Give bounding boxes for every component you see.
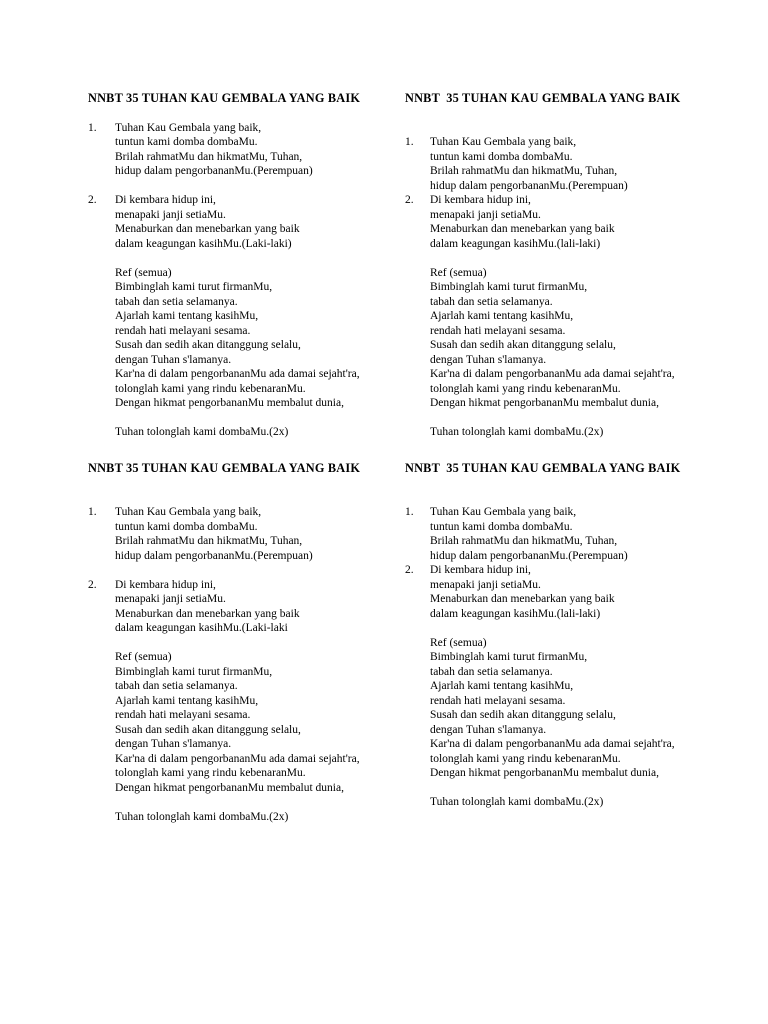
lyric-text: menapaki janji setiaMu. <box>430 578 541 591</box>
lyric-text: dengan Tuhan s'lamanya. <box>430 723 547 736</box>
verse-number <box>405 607 430 622</box>
lyric-line <box>88 135 360 150</box>
lyric-text: rendah hati melayani sesama. <box>115 709 251 721</box>
verse-number <box>405 491 430 506</box>
lyric-line <box>88 324 360 339</box>
lyric-text: Bimbinglah kami turut firmanMu, <box>430 651 588 663</box>
blank-line <box>405 476 680 491</box>
lyric-line <box>88 164 360 179</box>
lyric-text: dalam keagungan kasihMu.(Laki-laki <box>115 622 288 634</box>
lyric-block-bottom-left <box>88 461 360 824</box>
lyric-text: Ajarlah kami tentang kasihMu, <box>430 310 574 322</box>
verse-number <box>88 164 115 179</box>
verse-number <box>405 665 430 680</box>
lyric-text: Dengan hikmat pengorbananMu membalut dunia, <box>430 767 659 779</box>
verse-number <box>88 708 115 723</box>
verse-number: 1. <box>405 506 414 518</box>
lyric-line <box>405 636 680 651</box>
blank-line <box>405 491 680 506</box>
verse-number <box>88 324 115 339</box>
verse-number <box>88 295 115 310</box>
verse-number <box>405 621 430 636</box>
verse-number <box>88 810 115 825</box>
blank-line <box>405 251 680 266</box>
verse-number <box>405 520 430 535</box>
blank-line <box>405 621 680 636</box>
lyric-text: hidup dalam pengorbananMu.(Perempuan) <box>115 165 313 177</box>
verse-number <box>88 396 115 411</box>
verse-number <box>405 106 430 121</box>
lyric-line <box>88 534 360 549</box>
lyric-line <box>88 266 360 281</box>
blank-line <box>88 491 360 506</box>
lyric-text: Brilah rahmatMu dan hikmatMu, Tuhan, <box>115 150 303 163</box>
verse-number <box>405 737 430 752</box>
lyric-line <box>405 179 680 194</box>
verse-number <box>88 650 115 665</box>
lyric-text: hidup dalam pengorbananMu.(Perempuan) <box>115 549 313 562</box>
verse-number <box>88 621 115 636</box>
lyric-line <box>405 135 680 150</box>
lyric-text: tolonglah kami yang rindu kebenaranMu. <box>430 382 621 395</box>
lyric-text: dalam keagungan kasihMu.(lali-laki) <box>430 237 601 250</box>
lyric-line <box>405 563 680 578</box>
verse-number <box>88 353 115 368</box>
verse-number <box>405 338 430 353</box>
lyric-line <box>88 810 360 825</box>
lyric-text: Bimbinglah kami turut firmanMu, <box>430 281 588 293</box>
blank-line <box>405 121 680 136</box>
lyric-text: Ref (semua) <box>430 266 487 279</box>
verse-number <box>88 520 115 535</box>
verse-number <box>88 251 115 266</box>
verse-number <box>405 694 430 709</box>
lyric-line <box>88 752 360 767</box>
lyric-line <box>88 309 360 324</box>
lyric-line <box>88 193 360 208</box>
lyric-line <box>405 679 680 694</box>
lyric-line <box>405 164 680 179</box>
blank-line <box>88 636 360 651</box>
lyric-text: Dengan hikmat pengorbananMu membalut dunia, <box>115 397 344 409</box>
lyric-line <box>405 425 680 440</box>
verse-number <box>405 679 430 694</box>
lyric-text: Ajarlah kami tentang kasihMu, <box>115 694 259 707</box>
lyric-line <box>405 266 680 281</box>
lyric-text: Ajarlah kami tentang kasihMu, <box>430 680 574 692</box>
lyric-line <box>88 737 360 752</box>
lyric-text: Di kembara hidup ini, <box>115 578 216 591</box>
verse-number <box>88 781 115 796</box>
blank-line <box>88 251 360 266</box>
lyric-text: Susah dan sedih akan ditanggung selalu, <box>115 339 301 351</box>
lyric-line <box>88 353 360 368</box>
blank-line <box>88 411 360 426</box>
verse-number <box>88 752 115 767</box>
lyric-text: Kar'na di dalam pengorbananMu ada damai sejaht'ra, <box>430 738 675 750</box>
blank-line <box>88 179 360 194</box>
verse-number <box>405 476 430 491</box>
lyric-line <box>405 382 680 397</box>
lyric-line <box>405 694 680 709</box>
verse-number <box>405 396 430 411</box>
lyric-line <box>88 607 360 622</box>
lyric-text: Tuhan tolonglah kami dombaMu.(2x) <box>430 426 604 438</box>
verse-number <box>88 607 115 622</box>
verse-number <box>405 295 430 310</box>
verse-number <box>88 737 115 752</box>
lyric-line <box>405 578 680 593</box>
lyric-line <box>88 338 360 353</box>
verse-number <box>405 309 430 324</box>
verse-number <box>88 222 115 237</box>
lyric-block-top-left <box>88 91 360 440</box>
verse-number <box>88 723 115 738</box>
lyric-line <box>88 679 360 694</box>
lyric-line <box>405 737 680 752</box>
verse-number <box>405 237 430 252</box>
verse-number <box>88 549 115 564</box>
lyric-text: menapaki janji setiaMu. <box>115 208 226 221</box>
lyric-line <box>88 592 360 607</box>
lyric-text: Ref (semua) <box>115 651 172 663</box>
lyric-line <box>88 520 360 535</box>
blank-line <box>88 795 360 810</box>
lyric-text: tabah dan setia selamanya. <box>430 665 553 678</box>
lyric-text: Tuhan Kau Gembala yang baik, <box>115 121 262 134</box>
lyric-text: dengan Tuhan s'lamanya. <box>115 353 232 366</box>
lyric-line <box>88 280 360 295</box>
verse-number <box>405 534 430 549</box>
lyric-line <box>405 534 680 549</box>
verse-number <box>88 382 115 397</box>
verse-number <box>405 382 430 397</box>
lyric-text: Tuhan tolonglah kami dombaMu.(2x) <box>115 810 289 823</box>
verse-number: 2. <box>88 578 97 591</box>
lyric-text: rendah hati melayani sesama. <box>430 324 566 337</box>
lyric-text: Di kembara hidup ini, <box>430 564 531 576</box>
verse-number <box>88 795 115 810</box>
blank-line <box>88 563 360 578</box>
lyric-line <box>88 694 360 709</box>
verse-number <box>405 795 430 810</box>
blank-line <box>405 781 680 796</box>
lyric-block-top-right <box>405 91 680 440</box>
blank-line <box>405 106 680 121</box>
lyric-text: Dengan hikmat pengorbananMu membalut dunia, <box>430 397 659 409</box>
lyric-line <box>88 208 360 223</box>
lyric-line <box>405 367 680 382</box>
lyric-text: tolonglah kami yang rindu kebenaranMu. <box>430 752 621 765</box>
lyric-text: Brilah rahmatMu dan hikmatMu, Tuhan, <box>115 535 303 547</box>
lyric-line <box>405 150 680 165</box>
lyric-text: Menaburkan dan menebarkan yang baik <box>430 593 615 605</box>
verse-number <box>405 766 430 781</box>
verse-number <box>405 367 430 382</box>
lyric-block-bottom-right <box>405 461 680 810</box>
lyric-text: menapaki janji setiaMu. <box>430 208 541 221</box>
lyric-line <box>88 425 360 440</box>
lyric-line <box>405 505 680 520</box>
lyric-text: Menaburkan dan menebarkan yang baik <box>115 607 300 620</box>
lyric-line <box>405 222 680 237</box>
verse-number <box>88 179 115 194</box>
lyric-text: Ajarlah kami tentang kasihMu, <box>115 310 259 322</box>
lyric-line <box>405 353 680 368</box>
verse-number <box>405 121 430 136</box>
lyric-line <box>405 650 680 665</box>
verse-number <box>88 563 115 578</box>
lyric-line <box>88 121 360 136</box>
verse-number: 1. <box>88 121 97 134</box>
lyric-line <box>405 752 680 767</box>
lyric-line <box>405 309 680 324</box>
verse-number <box>405 636 430 651</box>
verse-number <box>405 650 430 665</box>
song-title: NNBT 35 TUHAN KAU GEMBALA YANG BAIK <box>405 461 681 475</box>
lyric-text: tuntun kami domba dombaMu. <box>430 150 573 163</box>
verse-number: 1. <box>405 136 414 148</box>
lyric-text: Ref (semua) <box>115 266 172 279</box>
lyric-text: Kar'na di dalam pengorbananMu ada damai sejaht'ra, <box>115 752 360 765</box>
verse-number: 2. <box>405 564 414 576</box>
blank-line <box>405 411 680 426</box>
lyric-line <box>405 396 680 411</box>
lyric-line <box>405 193 680 208</box>
lyric-text: Susah dan sedih akan ditanggung selalu, <box>115 723 301 736</box>
verse-number <box>405 208 430 223</box>
verse-number <box>88 237 115 252</box>
verse-number <box>405 179 430 194</box>
lyric-text: dengan Tuhan s'lamanya. <box>115 738 232 750</box>
verse-number <box>405 411 430 426</box>
verse-number <box>88 266 115 281</box>
lyric-text: Bimbinglah kami turut firmanMu, <box>115 665 273 678</box>
verse-number <box>405 251 430 266</box>
lyric-line <box>88 396 360 411</box>
lyric-line <box>88 549 360 564</box>
lyric-line <box>405 607 680 622</box>
lyric-line <box>405 295 680 310</box>
verse-number <box>405 578 430 593</box>
lyric-line <box>88 578 360 593</box>
verse-number: 2. <box>405 194 414 206</box>
song-title: NNBT 35 TUHAN KAU GEMBALA YANG BAIK <box>88 461 361 475</box>
verse-number <box>88 425 115 440</box>
lyric-text: Ref (semua) <box>430 636 487 649</box>
lyric-text: tolonglah kami yang rindu kebenaranMu. <box>115 767 306 779</box>
song-title: NNBT 35 TUHAN KAU GEMBALA YANG BAIK <box>88 91 361 105</box>
blank-line <box>88 476 360 491</box>
verse-number <box>88 636 115 651</box>
lyric-text: tuntun kami domba dombaMu. <box>430 520 573 533</box>
verse-number <box>88 208 115 223</box>
lyric-text: hidup dalam pengorbananMu.(Perempuan) <box>430 549 628 562</box>
lyric-text: Brilah rahmatMu dan hikmatMu, Tuhan, <box>430 165 618 177</box>
lyric-text: Dengan hikmat pengorbananMu membalut dunia, <box>115 781 344 794</box>
lyric-text: tabah dan setia selamanya. <box>430 295 553 308</box>
lyric-text: tuntun kami domba dombaMu. <box>115 136 258 148</box>
lyric-line <box>88 665 360 680</box>
verse-number <box>405 164 430 179</box>
lyric-line <box>88 222 360 237</box>
lyric-line <box>405 592 680 607</box>
lyric-text: Di kembara hidup ini, <box>115 194 216 206</box>
verse-number <box>88 135 115 150</box>
lyric-line <box>405 520 680 535</box>
verse-number <box>405 266 430 281</box>
lyric-text: Susah dan sedih akan ditanggung selalu, <box>430 339 616 351</box>
lyric-text: rendah hati melayani sesama. <box>115 324 251 337</box>
lyric-text: Menaburkan dan menebarkan yang baik <box>430 223 615 235</box>
lyric-line <box>88 237 360 252</box>
lyric-line <box>88 766 360 781</box>
verse-number <box>405 549 430 564</box>
lyric-line <box>405 338 680 353</box>
verse-number <box>405 425 430 440</box>
verse-number <box>405 280 430 295</box>
blank-line <box>88 106 360 121</box>
verse-number <box>405 150 430 165</box>
lyric-line <box>405 280 680 295</box>
verse-number <box>405 723 430 738</box>
verse-number <box>88 665 115 680</box>
lyric-text: Tuhan Kau Gembala yang baik, <box>115 506 262 518</box>
lyric-line <box>88 708 360 723</box>
lyric-text: Tuhan tolonglah kami dombaMu.(2x) <box>115 426 289 438</box>
lyric-text: Tuhan tolonglah kami dombaMu.(2x) <box>430 796 604 808</box>
lyric-line <box>88 382 360 397</box>
lyric-line <box>88 505 360 520</box>
lyric-line <box>405 766 680 781</box>
verse-number <box>405 353 430 368</box>
verse-number <box>88 280 115 295</box>
lyric-text: dalam keagungan kasihMu.(Laki-laki) <box>115 237 292 250</box>
verse-number: 2. <box>88 194 97 206</box>
lyric-line <box>88 650 360 665</box>
lyric-text: Susah dan sedih akan ditanggung selalu, <box>430 709 616 721</box>
verse-number <box>88 766 115 781</box>
lyric-text: tolonglah kami yang rindu kebenaranMu. <box>115 382 306 395</box>
verse-number <box>405 324 430 339</box>
lyric-line <box>88 367 360 382</box>
lyric-text: dengan Tuhan s'lamanya. <box>430 353 547 366</box>
lyric-line <box>405 665 680 680</box>
verse-number: 1. <box>88 506 97 518</box>
lyric-line <box>405 708 680 723</box>
lyric-text: tabah dan setia selamanya. <box>115 680 238 692</box>
lyric-line <box>405 549 680 564</box>
lyric-text: tabah dan setia selamanya. <box>115 295 238 308</box>
lyric-line <box>88 150 360 165</box>
lyric-text: dalam keagungan kasihMu.(lali-laki) <box>430 607 601 620</box>
lyric-line <box>88 295 360 310</box>
song-title: NNBT 35 TUHAN KAU GEMBALA YANG BAIK <box>405 91 681 105</box>
lyric-text: Menaburkan dan menebarkan yang baik <box>115 223 300 235</box>
verse-number <box>405 781 430 796</box>
lyric-text: tuntun kami domba dombaMu. <box>115 520 258 533</box>
lyric-text: Tuhan Kau Gembala yang baik, <box>430 136 577 148</box>
verse-number <box>88 150 115 165</box>
verse-number <box>88 491 115 506</box>
lyric-line <box>405 237 680 252</box>
verse-number <box>88 309 115 324</box>
lyric-text: menapaki janji setiaMu. <box>115 593 226 605</box>
verse-number <box>88 106 115 121</box>
lyric-text: Kar'na di dalam pengorbananMu ada damai sejaht'ra, <box>430 368 675 380</box>
verse-number <box>88 338 115 353</box>
lyric-text: Di kembara hidup ini, <box>430 194 531 206</box>
verse-number <box>88 592 115 607</box>
verse-number <box>405 592 430 607</box>
lyric-line <box>405 324 680 339</box>
verse-number <box>88 679 115 694</box>
verse-number <box>88 694 115 709</box>
lyric-line <box>88 781 360 796</box>
verse-number <box>405 222 430 237</box>
lyric-line <box>405 723 680 738</box>
lyric-line <box>405 795 680 810</box>
lyric-text: Bimbinglah kami turut firmanMu, <box>115 281 273 293</box>
lyric-text: hidup dalam pengorbananMu.(Perempuan) <box>430 179 628 192</box>
verse-number <box>405 752 430 767</box>
lyric-line <box>88 723 360 738</box>
verse-number <box>88 367 115 382</box>
verse-number <box>88 534 115 549</box>
verse-number <box>88 476 115 491</box>
lyric-text: Kar'na di dalam pengorbananMu ada damai sejaht'ra, <box>115 368 360 380</box>
lyric-line <box>405 208 680 223</box>
verse-number <box>88 411 115 426</box>
lyric-text: rendah hati melayani sesama. <box>430 694 566 707</box>
lyric-text: Brilah rahmatMu dan hikmatMu, Tuhan, <box>430 535 618 547</box>
lyric-line <box>88 621 360 636</box>
lyric-text: Tuhan Kau Gembala yang baik, <box>430 506 577 518</box>
verse-number <box>405 708 430 723</box>
